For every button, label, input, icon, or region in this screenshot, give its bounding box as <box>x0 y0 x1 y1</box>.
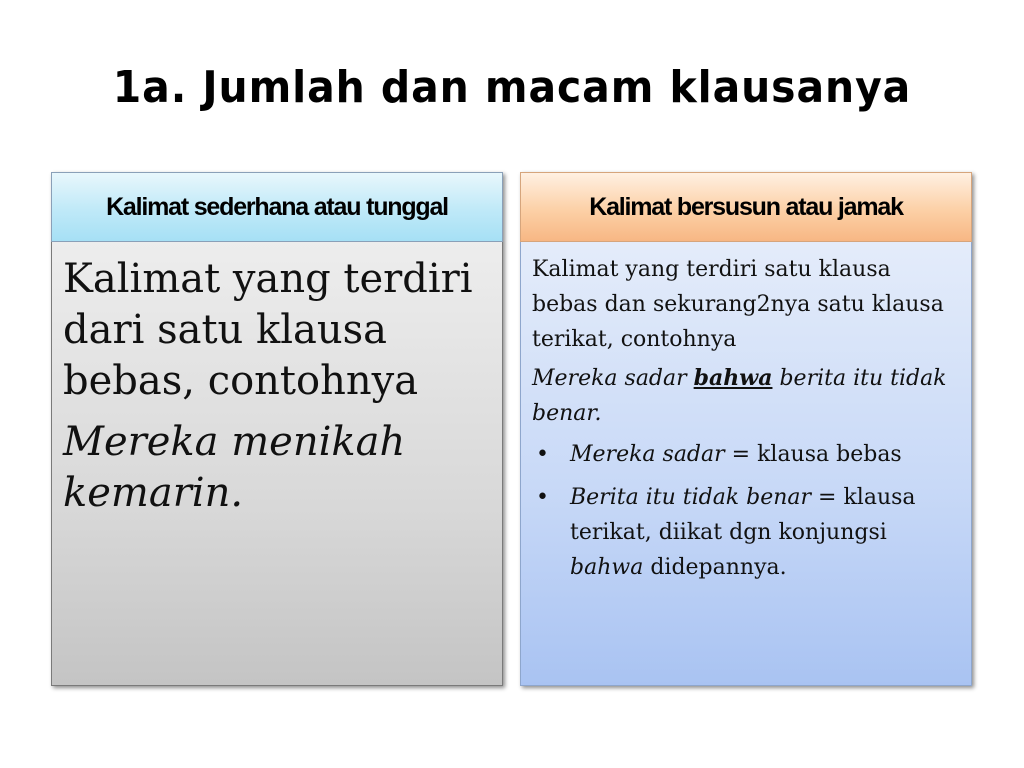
compound-sentence-definition: Kalimat yang terdiri satu klausa bebas dan sekurang2nya satu klausa terikat, contohnya <box>532 257 944 352</box>
compound-sentence-body <box>520 242 972 686</box>
bullet-icon: • <box>536 442 549 467</box>
simple-sentence-example: Mereka menikah kemarin. <box>63 419 406 516</box>
example-conjunction: bahwa <box>693 365 773 391</box>
clause-breakdown-list <box>532 437 957 585</box>
bullet-icon: • <box>536 485 549 510</box>
compound-sentence-example <box>532 361 957 431</box>
clause-description-end: didepannya. <box>643 555 787 580</box>
compound-sentence-panel <box>520 172 972 686</box>
clause-label: Berita itu tidak benar <box>570 485 812 510</box>
compound-sentence-header: Kalimat bersusun atau jamak <box>520 172 972 242</box>
example-subordinate-clause: berita itu tidak benar. <box>532 366 947 426</box>
conjunction-word: bahwa <box>570 555 644 580</box>
slide-title: 1a. Jumlah dan macam klausanya <box>112 62 912 113</box>
clause-label: Mereka sadar <box>570 442 725 467</box>
clause-description: = klausa terikat, diikat dgn konjungsi <box>570 485 916 545</box>
clause-description: = klausa bebas <box>724 442 902 467</box>
simple-sentence-panel <box>51 172 503 686</box>
simple-sentence-header: Kalimat sederhana atau tunggal <box>51 172 503 242</box>
simple-sentence-definition: Kalimat yang terdiri dari satu klausa bebas, contohnya <box>63 256 473 404</box>
list-item <box>532 437 957 472</box>
example-main-clause: Mereka sadar <box>532 366 694 391</box>
list-item <box>532 480 957 585</box>
simple-sentence-body <box>51 242 503 686</box>
